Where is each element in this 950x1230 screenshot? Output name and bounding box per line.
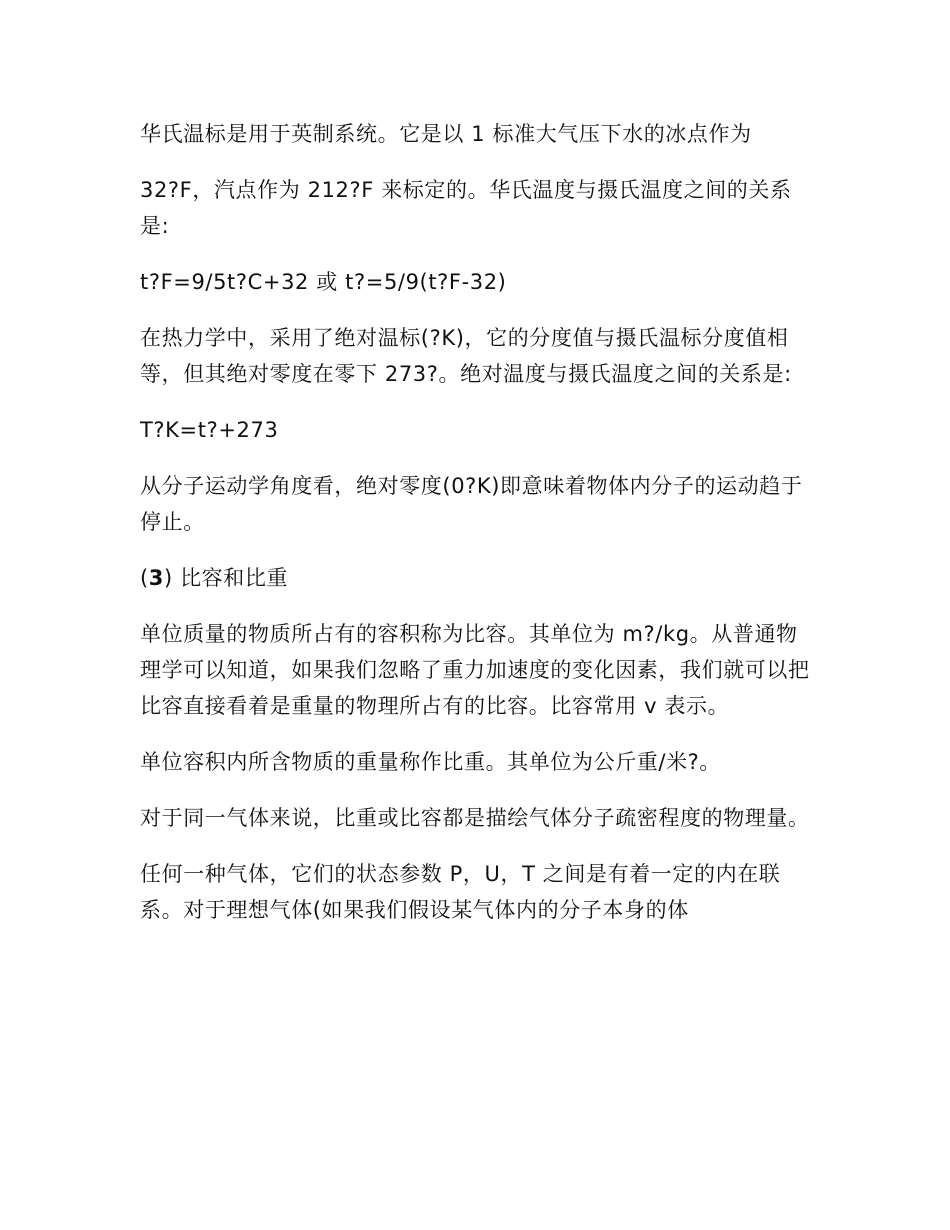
paragraph-specific-volume: 单位质量的物质所占有的容积称为比容。其单位为 m?/kg。从普通物理学可以知道，如果我们忽略了重力加速度的变化因素，我们就可以把比容直接看着是重量的物理所占有的比容。比容常用 v 表示。 xyxy=(140,622,810,718)
paragraph-fahrenheit-points: 32?F，汽点作为 212?F 来标定的。华氏温度与摄氏温度之间的关系是: xyxy=(140,178,792,238)
section-heading-open: ( xyxy=(140,566,149,590)
paragraph-density-measure: 对于同一气体来说，比重或比容都是描绘气体分子疏密程度的物理量。 xyxy=(140,806,810,830)
paragraph-absolute-zero: 从分子运动学角度看，绝对零度(0?K)即意味着物体内分子的运动趋于停止。 xyxy=(140,474,803,534)
formula-kelvin: T?K=t?+273 xyxy=(140,418,279,442)
formula-fahrenheit-celsius: t?F=9/5t?C+32 或 t?=5/9(t?F-32) xyxy=(140,270,507,294)
paragraph-specific-weight: 单位容积内所含物质的重量称作比重。其单位为公斤重/米?。 xyxy=(140,750,722,774)
section-heading-title: ) 比容和比重 xyxy=(164,566,289,590)
section-heading xyxy=(140,560,816,596)
document-body xyxy=(140,116,816,948)
paragraph-state-parameters: 任何一种气体，它们的状态参数 P，U，T 之间是有着一定的内在联系。对于理想气体(如果我们假设某气体内的分子本身的体 xyxy=(140,862,781,922)
paragraph-absolute-scale: 在热力学中，采用了绝对温标(?K)，它的分度值与摄氏温标分度值相等，但其绝对零度在零下 273?。绝对温度与摄氏温度之间的关系是: xyxy=(140,326,792,386)
section-heading-number: 3 xyxy=(148,566,165,590)
paragraph-fahrenheit-intro: 华氏温标是用于英制系统。它是以 1 标准大气压下水的冰点作为 xyxy=(140,122,752,146)
